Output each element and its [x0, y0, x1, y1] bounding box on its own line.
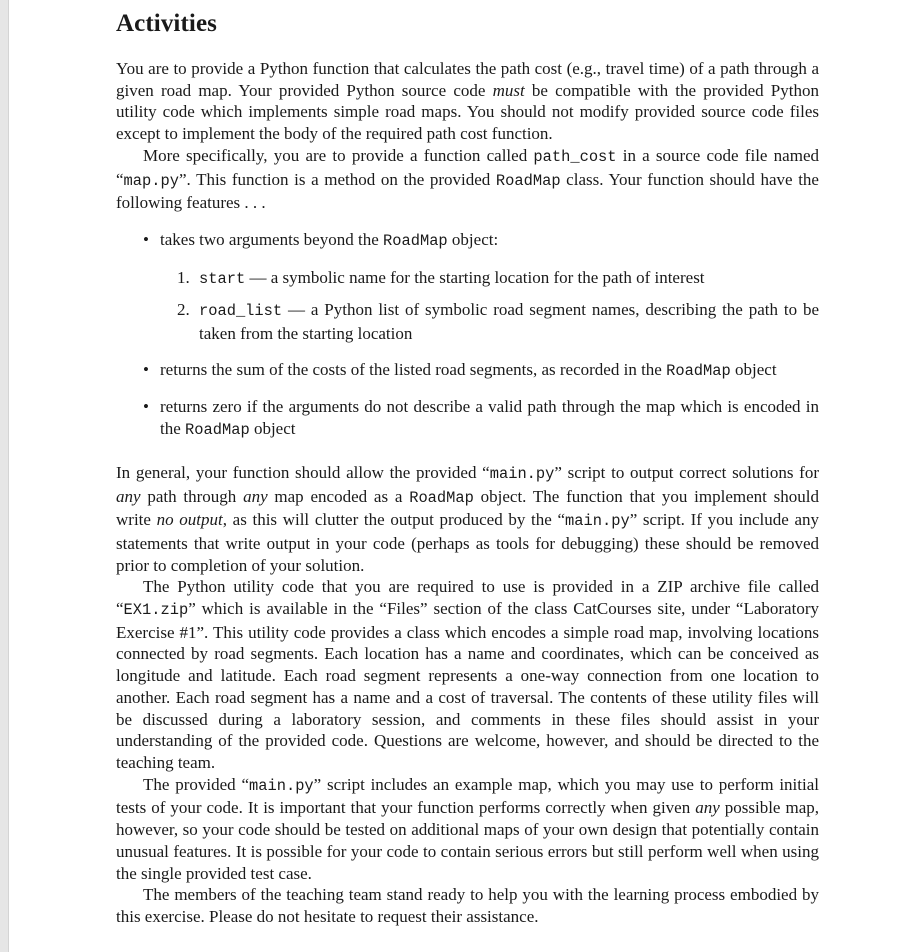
code-start: start: [199, 269, 246, 288]
list-item: 2. road_list — a Python list of symbolic road segment names, describing the path to be taken from the starting location: [177, 300, 819, 344]
arguments-list: [160, 267, 819, 345]
code-path-cost: path_cost: [533, 147, 617, 166]
list-item: 1. start — a symbolic name for the starting location for the path of interest: [177, 267, 705, 288]
features-list: [116, 229, 819, 442]
page-left-edge: [0, 0, 9, 952]
code-roadmap: RoadMap: [495, 171, 561, 190]
list-item: • returns the sum of the costs of the listed road segments, as recorded in the RoadMap object: [160, 359, 819, 383]
closing-paragraph: The members of the teaching team stand ready to help you with the learning process embodied by this exercise. Please do not hesitate to request their assistance.: [116, 885, 819, 926]
utility-paragraph: The Python utility code that you are required to use is provided in a ZIP archive file called “EX1.zip” which is available in the “Files” section of the class CatCourses site, under “Laboratory Exercise #1”. This utility code provides a class which encodes a simple road map, involving locations connected by road segments. Each location has a name and coordinates, which can be conceived as longitude and latitude. Each road segment represents a one-way connection from one location to another. Each road segment has a name and a cost of traversal. The contents of these utility files will be discussed during a laboratory session, and comments in these files should assist in your understanding of the provided code. Questions are welcome, however, and should be directed to the teaching team.: [116, 577, 819, 772]
general-paragraph: In general, your function should allow the provided “main.py” script to output correct solutions for any path through any map encoded as a RoadMap object. The function that you implement should write no output, as this will clutter the output produced by the “main.py” script. If you include any statements that write output in your code (perhaps as tools for debugging) these should be removed prior to completion of your solution.: [116, 462, 820, 575]
example-paragraph: The provided “main.py” script includes an example map, which you may use to perform initial tests of your code. It is important that your function performs correctly when given any possible map, however, so your code should be tested on additional maps of your own design that potentially contain unusual features. It is possible for your code to contain serious errors but still perform well when using the single provided test case.: [116, 774, 819, 883]
spec-paragraph: More specifically, you are to provide a function called path_cost in a source code file named “map.py”. This function is a method on the provided RoadMap class. Your function should have the following features . . .: [116, 145, 819, 213]
section-heading: Activities: [116, 10, 217, 37]
intro-paragraph: You are to provide a Python function that calculates the path cost (e.g., travel time) of a path through a given road map. Your provided Python source code must be compatible with the provided Python utility code which implements simple road maps. You should not modify provided source code files except to implement the body of the required path cost function.: [116, 59, 819, 144]
list-item: • returns zero if the arguments do not describe a valid path through the map which is encoded in the RoadMap object: [160, 396, 819, 441]
list-item: • takes two arguments beyond the RoadMap object: 1. start — a symbolic name for the starting location for the path of interest 2. road_list — a Python list of symbolic road segment names, describing the path to be taken from the starting location: [160, 229, 819, 345]
code-map-py: map.py: [123, 171, 179, 190]
section-body: [116, 58, 819, 928]
code-road-list: road_list: [199, 302, 283, 321]
